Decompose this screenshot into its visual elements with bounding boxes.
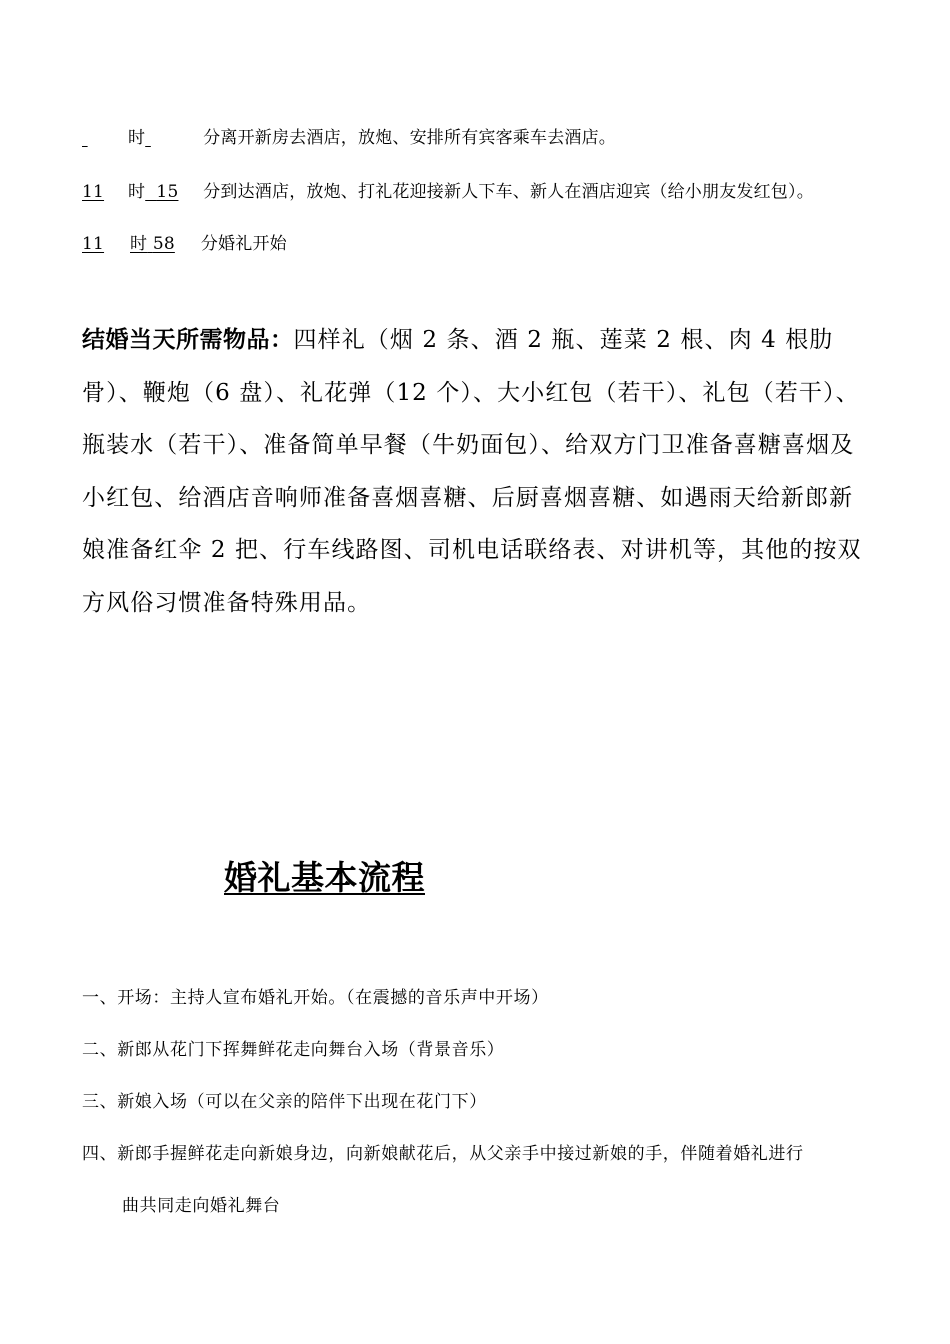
items-text: 四样礼（烟 2 条、酒 2 瓶、莲菜 2 根、肉 4 根肋骨）、鞭炮（6 盘）、礼花弹（12 个）、大小红包（若干）、礼包（若干）、瓶装水（若干）、准备简单早餐（牛奶面包）、给双方门卫准备喜糖喜烟及小红包、给酒店音响师准备喜烟喜糖、后厨喜烟喜糖、如遇雨天给新郎新娘准备红伞 2 把、行车线路图、司机电话联络表、对讲机等，其他的按双方风俗习惯准备特殊用品。 [82,327,862,616]
minute-blank [145,128,203,148]
flow-step-2: 二、新郎从花门下挥舞鲜花走向舞台入场（背景音乐） [82,1040,505,1060]
flow-step-1: 一、开场：主持人宣布婚礼开始。（在震撼的音乐声中开场） [82,988,549,1008]
hour-unit: 时 [128,128,146,148]
hour-text: 11 [82,182,105,202]
flow-step-4 [82,1144,804,1216]
minute-text: 15 [156,182,179,202]
hour-unit: 时 [130,234,148,254]
hour-unit: 时 [128,182,146,202]
schedule-line-2 [82,182,814,202]
hour-unit-underlined [130,234,201,254]
schedule-text: 分婚礼开始 [200,234,287,254]
schedule-line-3 [82,234,287,254]
flow-step-3: 三、新娘入场（可以在父亲的陪伴下出现在花门下） [82,1092,487,1112]
minute-text: 58 [152,234,175,254]
page-title: 婚礼基本流程 [224,858,425,897]
schedule-line-1 [82,128,616,148]
minute-value [145,182,203,202]
hour-value [82,182,128,202]
hour-value [82,234,130,254]
flow-step-4-text: 四、新郎手握鲜花走向新娘身边，向新娘献花后，从父亲手中接过新娘的手，伴随着婚礼进行 [82,1144,804,1164]
items-label: 结婚当天所需物品： [82,327,294,353]
schedule-text: 分到达酒店，放炮、打礼花迎接新人下车、新人在酒店迎宾（给小朋友发红包）。 [203,182,814,202]
schedule-text: 分离开新房去酒店，放炮、安排所有宾客乘车去酒店。 [203,128,617,148]
items-paragraph [82,314,872,629]
flow-step-4-continuation: 曲共同走向婚礼舞台 [122,1196,281,1216]
hour-blank [82,128,128,148]
hour-text: 11 [82,234,105,254]
